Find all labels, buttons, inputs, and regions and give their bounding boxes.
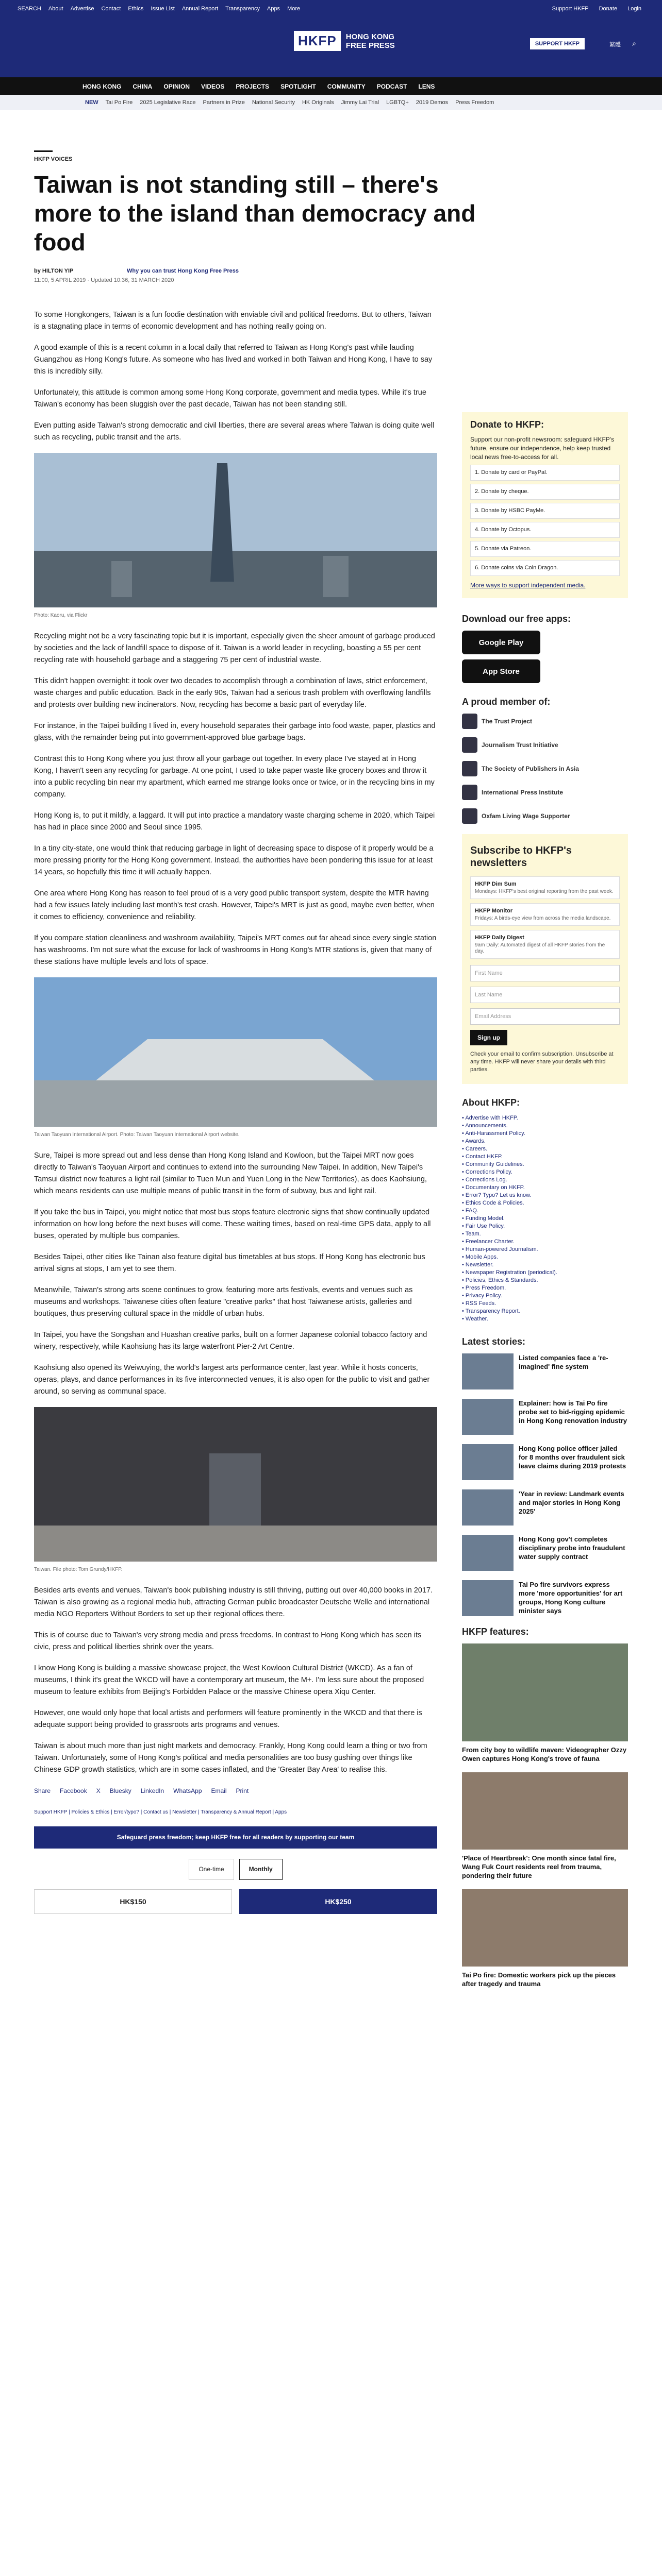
author-link[interactable]: by HILTON YIP (34, 268, 74, 274)
story-thumbnail (462, 1444, 514, 1480)
about-list (462, 1114, 628, 1323)
trending-tag[interactable]: Partners in Prize (203, 99, 245, 106)
story-headline: Tai Po fire survivors express more 'more opportunities' for art groups, Hong Kong culture minister says (519, 1581, 623, 1615)
paragraph: Hong Kong is, to put it mildly, a laggard. It will put into practice a mandatory waste charging scheme in 2020, which Taipei has had in place since 2000 and Seoul since 1995. (34, 811, 435, 832)
utility-link[interactable]: Contact (101, 6, 121, 12)
about-link[interactable]: • Contact HKFP. (462, 1153, 628, 1161)
paragraph: Contrast this to Hong Kong where you just throw all your garbage out together. In every place I've stayed at in Hong Kong, I haven't seen any recycling for garbage. At one point, I used to take paper waste like grocery boxes and throw it into a public recycling bin near my apartment, which earned me strange looks once or twice, or in the recycling bins in my company. (34, 755, 435, 799)
article-body (34, 309, 437, 1914)
paragraph: If you compare station cleanliness and washroom availability, Taipei's MRT comes out far ahead since every single station has washrooms. I'm not sure what the excuse for lack of washrooms in Hong Kong's MTR stations is, given that many of these stations have multiple levels and lots of space. (34, 934, 437, 966)
member-label: Oxfam Living Wage Supporter (482, 812, 570, 820)
about-link[interactable]: • Corrections Log. (462, 1176, 628, 1184)
paragraph: In Taipei, you have the Songshan and Huashan creative parks, built on a former Japanese colonial tobacco factory and winery, respectively, while Kaohsiung has its large waterfront Pier-2 Art Centre. (34, 1331, 427, 1351)
newsletter-desc: Fridays: A birds-eye view from across the media landscape. (475, 916, 611, 921)
trending-tag[interactable]: HK Originals (302, 99, 334, 106)
article-kicker[interactable]: HKFP VOICES (34, 156, 73, 162)
google-play-badge[interactable]: Google Play (462, 631, 540, 654)
masthead (0, 18, 662, 77)
trending-tag[interactable]: 2025 Legislative Race (140, 99, 196, 106)
story-headline: Explainer: how is Tai Po fire probe set to bid-rigging epidemic in Hong Kong renovation industry (519, 1399, 627, 1425)
donation-frequency (34, 1859, 437, 1880)
feature-thumbnail[interactable] (462, 1643, 628, 1741)
amount-option-selected[interactable]: HK$250 (239, 1889, 437, 1914)
search-icon[interactable]: ⌕ (632, 39, 636, 47)
member-sopa[interactable] (462, 761, 628, 776)
newsletter-widget (462, 834, 628, 1084)
nav-item[interactable]: VIDEOS (201, 83, 225, 90)
article-photo-airport (34, 977, 437, 1127)
bluesky-share[interactable]: Bluesky (109, 1787, 131, 1794)
nav-item[interactable]: PROJECTS (236, 83, 270, 90)
top-utility-bar (0, 0, 662, 18)
site-logo[interactable] (294, 31, 395, 51)
about-link[interactable]: • Privacy Policy. (462, 1292, 628, 1300)
language-toggle[interactable]: 繁體 (609, 42, 621, 48)
member-label: The Society of Publishers in Asia (482, 765, 579, 772)
trending-tag[interactable]: Press Freedom (455, 99, 494, 106)
latest-title: Latest stories: (462, 1336, 526, 1347)
story-thumbnail (462, 1489, 514, 1526)
utility-link[interactable]: Ethics (128, 6, 144, 12)
latest-list (462, 1353, 628, 1616)
newsletter-desc: 9am Daily: Automated digest of all HKFP stories from the day. (475, 942, 605, 954)
donate-option[interactable]: 6. Donate coins via Coin Dragon. (470, 560, 620, 576)
email-share[interactable]: Email (211, 1787, 227, 1794)
utility-link[interactable]: Advertise (70, 6, 94, 12)
latest-story[interactable] (462, 1535, 628, 1571)
newsletter-desc: Mondays: HKFP's best original reporting from the past week. (475, 889, 614, 894)
paragraph: Taiwan is about much more than just night markets and democracy. Frankly, Hong Kong could learn a thing or two from Taiwan. Unfortunately, some of Hong Kong's political and media personalities are too busy gushing over things like Chinese GDP growth statistics, which are in some cases inflated, and the 'Greater Bay Area' to realise this. (34, 1742, 427, 1774)
utility-link[interactable]: About (48, 6, 63, 12)
about-link[interactable]: • Weather. (462, 1315, 628, 1323)
about-link[interactable]: • Announcements. (462, 1122, 628, 1130)
member-oxfam[interactable] (462, 808, 628, 824)
byline (34, 268, 239, 283)
facebook-share[interactable]: Facebook (60, 1787, 87, 1794)
member-trust-project[interactable] (462, 714, 628, 729)
story-headline: 'Year in review: Landmark events and major stories in Hong Kong 2025' (519, 1490, 624, 1515)
trending-tag[interactable]: LGBTQ+ (386, 99, 409, 106)
photo-caption: Taiwan. File photo: Tom Grundy/HKFP. (34, 1567, 123, 1572)
paragraph: Meanwhile, Taiwan's strong arts scene continues to grow, featuring more arts festivals, events and venues such as museums and workshops. Taiwanese cities often feature "creative parks" that host Taiwanese artists, galleries and boutiques, thus preserving cultural space in the middle of urban hubs. (34, 1286, 413, 1318)
article-photo-memorial-hall (34, 1407, 437, 1562)
newsletter-name: HKFP Dim Sum (475, 881, 517, 887)
nav-item[interactable]: HONG KONG (82, 83, 122, 90)
about-link[interactable]: • Advertise with HKFP. (462, 1114, 628, 1122)
article-headline: Taiwan is not standing still – there's more to the island than democracy and food (34, 171, 476, 256)
paragraph: Besides Taipei, other cities like Tainan also feature digital bus timetables at bus stops. If Hong Kong has electronic bus arrival signs at stops, I am yet to see them. (34, 1253, 425, 1273)
newsletter-option[interactable] (470, 930, 620, 959)
nav-item[interactable]: LENS (418, 83, 435, 90)
member-label: Journalism Trust Initiative (482, 741, 558, 749)
donate-option[interactable]: 1. Donate by card or PayPal. (470, 465, 620, 481)
member-jti[interactable] (462, 737, 628, 753)
story-headline: Hong Kong gov't completes disciplinary probe into fraudulent water supply contract (519, 1535, 625, 1561)
share-bar (34, 1785, 437, 1797)
about-link[interactable]: • Transparency Report. (462, 1308, 628, 1315)
paragraph: For instance, in the Taipei building I lived in, every household separates their garbage into food waste, paper, plastics and glass, with the remainder being put into government-approved blue garbage bags. (34, 722, 436, 742)
donate-title: Donate to HKFP: (470, 419, 544, 430)
latest-story[interactable] (462, 1353, 628, 1389)
newsletter-option[interactable] (470, 876, 620, 899)
paragraph: A good example of this is a recent column in a local daily that referred to Taiwan as Hong Kong's past while lauding Guangzhou as Hong Kong's future. As someone who has lived and worked in both Taiwan and Hong Kong, I have to say this is incredibly silly. (34, 344, 433, 376)
paragraph: I know Hong Kong is building a massive showcase project, the West Kowloon Cultural District (WKCD). As a fan of museums, I think it's great the WKCD will have a contemporary art museum, the M+. I'm less sure about the proposed museum to feature exhibits from Beijing's Forbidden Palace or the massive Chinese opera Xiqu Center. (34, 1664, 424, 1696)
trust-project-icon (462, 714, 477, 729)
utility-link[interactable]: Annual Report (181, 6, 219, 12)
apps-widget (462, 614, 628, 683)
paragraph: Recycling might not be a very fascinating topic but it is important, especially given the sheer amount of garbage produced by societies and the lack of landfill space to dispose of it. Taiwan is a world leader in recycling, boasting a 55 per cent recycling rate with household garbage and a staggering 75 per cent of industrial waste. (34, 632, 435, 664)
about-link[interactable]: • Team. (462, 1230, 628, 1238)
about-link[interactable]: • Newspaper Registration (periodical). (462, 1269, 628, 1277)
utility-link[interactable]: More (287, 6, 301, 12)
kicker-rule (34, 150, 53, 152)
first-name-input[interactable]: First Name (470, 965, 620, 981)
whatsapp-share[interactable]: WhatsApp (173, 1787, 202, 1794)
utility-links (18, 6, 300, 12)
latest-story[interactable] (462, 1580, 628, 1616)
about-link[interactable]: • Error? Typo? Let us know. (462, 1192, 628, 1199)
trending-tag[interactable]: National Security (252, 99, 295, 106)
paragraph: However, one would only hope that local artists and performers will feature prominently in the WKCD and that there is adequate support being provided to grassroots arts programs and venues. (34, 1709, 422, 1729)
latest-story[interactable] (462, 1399, 628, 1435)
newsletter-option[interactable] (470, 903, 620, 926)
about-link[interactable]: • Awards. (462, 1138, 628, 1145)
features-widget (462, 1626, 628, 1988)
about-link[interactable]: • FAQ. (462, 1207, 628, 1215)
photo-caption: Photo: Kaoru, via Flickr (34, 613, 88, 618)
story-thumbnail (462, 1399, 514, 1435)
airport-illustration (34, 977, 437, 1127)
utility-right-link[interactable]: Login (627, 6, 641, 12)
paragraph: Sure, Taipei is more spread out and less dense than Hong Kong Island and Kowloon, but the Taipei MRT now goes directly to Taiwan's Taoyuan Airport and continues to extend into the surrounding New Taipei. In addition, New Taipei's Tamsui district now features a light rail (similar to Tuen Mun and Yuen Long in the New Territories), as does Kaohsiung, which means residents can use multiple means of public transit in the form of subway, bus and light rail. (34, 1151, 427, 1195)
article-photo-taipei101 (34, 453, 437, 607)
signup-button[interactable]: Sign up (470, 1030, 507, 1045)
main-nav (0, 77, 662, 95)
paragraph: One area where Hong Kong has reason to feel proud of is a very good public transport system, despite the MTR having had a few issues lately including last month's test crash. However, Taipei's MRT is just as good, maybe even better, when it comes to efficiency, convenience and reliability. (34, 889, 435, 921)
photo-caption: Taiwan Taoyuan International Airport. Photo: Taiwan Taoyuan International Airport website. (34, 1132, 240, 1138)
publish-date: 11:00, 5 APRIL 2019 · Updated 10:36, 31 MARCH 2020 (34, 277, 174, 283)
about-link[interactable]: • Newsletter. (462, 1261, 628, 1269)
oxfam-icon (462, 808, 477, 824)
member-label: The Trust Project (482, 718, 533, 725)
feature-thumbnail[interactable] (462, 1889, 628, 1967)
members-title: A proud member of: (462, 697, 551, 707)
share-link[interactable]: Share (34, 1787, 51, 1794)
logo-mark: HKFP (294, 31, 341, 51)
story-headline: Hong Kong police officer jailed for 8 months over fraudulent sick leave claims during 2019 protests (519, 1445, 626, 1470)
trending-tag[interactable]: Jimmy Lai Trial (341, 99, 379, 106)
trust-link[interactable]: Why you can trust Hong Kong Free Press (127, 268, 239, 274)
utility-right-link[interactable]: Support HKFP (552, 6, 589, 12)
about-link[interactable]: • Corrections Policy. (462, 1168, 628, 1176)
utility-link[interactable]: SEARCH (18, 6, 41, 12)
about-link[interactable]: • Freelancer Charter. (462, 1238, 628, 1246)
about-widget (462, 1097, 628, 1323)
apps-title: Download our free apps: (462, 614, 571, 624)
features-title: HKFP features: (462, 1626, 529, 1637)
nav-item[interactable]: COMMUNITY (327, 83, 366, 90)
nav-item[interactable]: CHINA (133, 83, 153, 90)
utility-right-link[interactable]: Donate (599, 6, 618, 12)
paragraph: Unfortunately, this attitude is common among some Hong Kong corporate, government and media types. While it's true Taiwan's economy has been sluggish over the past decade, Taiwan has not been standing still. (34, 388, 426, 409)
paragraph: In a tiny city-state, one would think that reducing garbage in light of decreasing space to dispose of it properly would be a more pressing priority for the Hong Kong government. Instead, the authorities have been pondering this issue for at least 14 years, so hopefully this time it will actually happen. (34, 844, 434, 876)
logo-line-2: FREE PRESS (345, 41, 395, 50)
ipi-icon (462, 785, 477, 800)
logo-text (346, 32, 395, 50)
latest-story[interactable] (462, 1489, 628, 1526)
feature-headline[interactable]: From city boy to wildlife maven: Videographer Ozzy Owen captures Hong Kong's trove of fauna (462, 1746, 627, 1762)
about-link[interactable]: • Anti-Harassment Policy. (462, 1130, 628, 1138)
jti-icon (462, 737, 477, 753)
story-thumbnail (462, 1353, 514, 1389)
utility-right (552, 6, 641, 12)
app-store-badge[interactable]: App Store (462, 659, 540, 683)
paragraph: This didn't happen overnight: it took over two decades to accomplish through a combination of laws, strict enforcement, waste charges and public education. Back in the early 90s, Taiwan had a serious trash problem with overflowing landfills and protests over building new incinerators. Now, recycling has become a basic part of everyday life. (34, 677, 431, 709)
about-link[interactable]: • Funding Model. (462, 1215, 628, 1223)
frequency-monthly[interactable]: Monthly (239, 1859, 283, 1880)
sidebar (462, 412, 628, 1997)
about-link[interactable]: • Documentary on HKFP. (462, 1184, 628, 1192)
frequency-one-time[interactable]: One-time (189, 1859, 234, 1880)
story-thumbnail (462, 1580, 514, 1616)
about-title: About HKFP: (462, 1097, 520, 1108)
member-label: International Press Institute (482, 789, 564, 796)
print-link[interactable]: Print (236, 1787, 249, 1794)
memorial-hall-illustration (34, 1407, 437, 1562)
support-promo-banner[interactable]: Safeguard press freedom; keep HKFP free for all readers by supporting our team (34, 1826, 437, 1849)
trending-tag[interactable]: 2019 Demos (416, 99, 449, 106)
latest-story[interactable] (462, 1444, 628, 1480)
about-link[interactable]: • Press Freedom. (462, 1284, 628, 1292)
nav-item[interactable]: SPOTLIGHT (280, 83, 316, 90)
utility-link[interactable]: Transparency (225, 6, 260, 12)
donate-option[interactable]: 4. Donate by Octopus. (470, 522, 620, 538)
amount-option[interactable]: HK$150 (34, 1889, 232, 1914)
paragraph: To some Hongkongers, Taiwan is a fun foodie destination with enviable civil and political freedoms. But to others, Taiwan is a stagnating place in terms of economic development and has nothing really going on. (34, 311, 432, 331)
donation-amounts (34, 1889, 437, 1914)
utility-link[interactable]: Issue List (151, 6, 175, 12)
donate-option[interactable]: 2. Donate by cheque. (470, 484, 620, 500)
about-link[interactable]: • Mobile Apps. (462, 1253, 628, 1261)
about-link[interactable]: • Ethics Code & Policies. (462, 1199, 628, 1207)
paragraph: Kaohsiung also opened its Weiwuying, the world's largest arts performance center, last year. While it hosts concerts, operas, plays, and dance performances in its five interconnected venues, it is also open for the public to visit and gather around, so serving as communal space. (34, 1364, 430, 1396)
donate-widget (462, 412, 628, 598)
last-name-input[interactable]: Last Name (470, 987, 620, 1003)
support-hkfp-button[interactable]: SUPPORT HKFP (530, 38, 585, 49)
about-link[interactable]: • Policies, Ethics & Standards. (462, 1277, 628, 1284)
footer-policy-links[interactable]: Support HKFP | Policies & Ethics | Error/typo? | Contact us | Newsletter | Transparency & Annual Report | Apps (34, 1809, 287, 1815)
x-share[interactable]: X (96, 1787, 101, 1794)
story-thumbnail (462, 1535, 514, 1571)
newsletter-name: HKFP Monitor (475, 908, 513, 914)
donate-option[interactable]: 5. Donate via Patreon. (470, 541, 620, 557)
feature-headline[interactable]: Tai Po fire: Domestic workers pick up the pieces after tragedy and trauma (462, 1971, 616, 1988)
member-ipi[interactable] (462, 785, 628, 800)
trending-tag[interactable]: Tai Po Fire (105, 99, 133, 106)
about-link[interactable]: • RSS Feeds. (462, 1300, 628, 1308)
utility-link[interactable]: Apps (267, 6, 280, 12)
paragraph: If you take the bus in Taipei, you might notice that most bus stops feature electronic signs that show continually updated information on how long before the next buses will come. These waiting times, based on real-time GPS data, apply to all buses, operated by multiple bus companies. (34, 1208, 431, 1240)
donate-option[interactable]: 3. Donate by HSBC PayMe. (470, 503, 620, 519)
paragraph: Even putting aside Taiwan's strong democratic and civil liberties, there are several areas where Taiwan is doing quite well such as recycling, public transit and the arts. (34, 421, 434, 442)
memberships-widget (462, 697, 628, 824)
skyline-illustration (34, 453, 437, 607)
feature-headline[interactable]: 'Place of Heartbreak': One month since fatal fire, Wang Fuk Court residents reel from trauma, pondering their future (462, 1854, 616, 1879)
about-link[interactable]: • Fair Use Policy. (462, 1223, 628, 1230)
feature-thumbnail[interactable] (462, 1772, 628, 1850)
nav-item[interactable]: PODCAST (376, 83, 407, 90)
nav-item[interactable]: OPINION (163, 83, 190, 90)
about-link[interactable]: • Human-powered Journalism. (462, 1246, 628, 1253)
about-link[interactable]: • Community Guidelines. (462, 1161, 628, 1168)
new-badge: NEW (85, 99, 98, 106)
trending-tags-bar (0, 95, 662, 110)
newsletter-note: Check your email to confirm subscription. Unsubscribe at any time. HKFP will never share your details with third parties. (470, 1051, 614, 1073)
about-link[interactable]: • Careers. (462, 1145, 628, 1153)
linkedin-share[interactable]: LinkedIn (140, 1787, 164, 1794)
email-input[interactable]: Email Address (470, 1008, 620, 1025)
newsletter-name: HKFP Daily Digest (475, 935, 524, 941)
story-headline: Listed companies face a 're-imagined' fine system (519, 1354, 608, 1370)
sopa-icon (462, 761, 477, 776)
more-ways-link[interactable]: More ways to support independent media. (470, 582, 586, 589)
paragraph: This is of course due to Taiwan's very strong media and press freedoms. In contrast to Hong Kong which has seen its civic, press and political liberties shrink over the years. (34, 1631, 422, 1651)
donate-text: Support our non-profit newsroom: safeguard HKFP's future, ensure our independence, help keep trusted local news free-to-access for all. (470, 436, 615, 461)
newsletter-title: Subscribe to HKFP's newsletters (470, 845, 572, 869)
latest-stories-widget (462, 1336, 628, 1616)
logo-line-1: HONG KONG (345, 32, 394, 41)
paragraph: Besides arts events and venues, Taiwan's book publishing industry is still thriving, putting out over 40,000 books in 2017. Taiwan is also growing as a regional media hub, attracting German public broadcaster Deutsche Welle and international media NGO Reporters Without Borders to set up their regional offices there. (34, 1586, 433, 1618)
